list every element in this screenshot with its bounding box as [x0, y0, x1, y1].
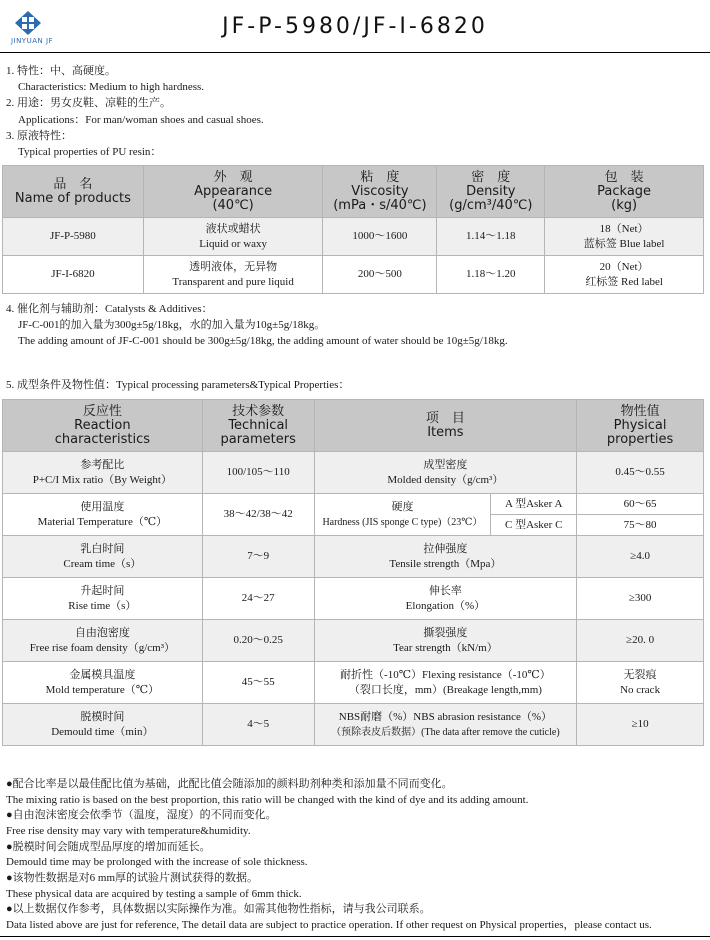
table-row [3, 494, 704, 515]
product-name: JF-I-6820 [3, 256, 144, 294]
item-cn: 硬度 [391, 500, 414, 513]
characteristics-en: Characteristics: Medium to high hardness. [18, 81, 205, 93]
col-header-appearance [143, 166, 323, 218]
table-header-row [3, 166, 704, 218]
footer-divider [0, 936, 710, 937]
note-cn: ●该物性数据是对6 mm厚的试验片测试获得的数据。 [6, 872, 259, 884]
reaction-cell [3, 578, 203, 620]
note-cn: ●自由泡沫密度会依季节（温度，湿度）的不同而变化。 [6, 809, 277, 821]
property-value-en: No crack [620, 683, 661, 696]
header-en: parameters [220, 431, 296, 447]
hardness-type-a: A 型Asker A [491, 494, 577, 515]
item-en: Molded density（g/cm³） [387, 473, 504, 486]
characteristics-cn: 1. 特性：中、高硬度。 [6, 65, 116, 77]
appearance-cell [143, 218, 323, 256]
viscosity-value: 1000～1600 [323, 218, 437, 256]
header-cn: 粘 度 [360, 169, 400, 185]
viscosity-value: 200～500 [323, 256, 437, 294]
col-header-reaction [3, 400, 203, 452]
property-value-cn: 无裂痕 [623, 668, 657, 681]
header-en: Technical [228, 417, 289, 433]
section5-title: 5. 成型条件及物性值：Typical processing parameters&Typical Properties： [6, 379, 350, 391]
reaction-cell [3, 704, 203, 746]
reaction-cn: 升起时间 [80, 584, 125, 597]
item-cell [314, 578, 577, 620]
resin-properties-table [2, 165, 704, 294]
parameter-value: 38～42/38～42 [202, 494, 314, 536]
table-row [3, 256, 704, 294]
reaction-cn: 乳白时间 [80, 542, 125, 555]
reaction-cn: 参考配比 [80, 458, 125, 471]
parameter-value: 7～9 [202, 536, 314, 578]
reaction-en: Material Temperature（℃） [37, 515, 168, 528]
table-header-row [3, 400, 704, 452]
note-en: The mixing ratio is based on the best proportion, this ratio will be changed with the kind of dye and its adding amount. [6, 794, 529, 806]
table-row [3, 536, 704, 578]
reaction-en: Free rise foam density（g/cm³） [29, 641, 176, 654]
reaction-en: Cream time（s） [63, 557, 142, 570]
col-header-density [437, 166, 545, 218]
item-cn: 耐折性（-10℃）Flexing resistance（-10℃） [340, 668, 551, 681]
reaction-cn: 脱模时间 [80, 710, 125, 723]
item-cn: 撕裂强度 [423, 626, 468, 639]
property-value: ≥300 [577, 578, 704, 620]
reaction-cell [3, 452, 203, 494]
reaction-cell [3, 536, 203, 578]
item-cn: 拉伸强度 [423, 542, 468, 555]
reaction-cell [3, 662, 203, 704]
note-cn: ●配合比率是以最佳配比值为基础，此配比值会随添加的颜料助剂种类和添加量不同而变化。 [6, 778, 453, 790]
table-row [3, 620, 704, 662]
property-value: 75～80 [577, 515, 704, 536]
header-cn: 物性值 [620, 403, 660, 419]
item-cell [314, 704, 577, 746]
header-en: Items [427, 424, 464, 440]
catalyst-title: 4. 催化剂与辅助剂：Catalysts & Additives： [6, 303, 213, 315]
package-cell [545, 256, 704, 294]
col-header-parameters [202, 400, 314, 452]
table-row [3, 662, 704, 704]
reaction-cell [3, 494, 203, 536]
applications-en: Applications：For man/woman shoes and casual shoes. [18, 114, 264, 126]
property-value: ≥10 [577, 704, 704, 746]
item-en: （预除表皮后数据）(The data after remove the cuticle) [331, 726, 560, 738]
parameter-value: 24～27 [202, 578, 314, 620]
parameter-value: 0.20～0.25 [202, 620, 314, 662]
col-header-package [545, 166, 704, 218]
note-en: Free rise density may vary with temperature&humidity. [6, 825, 251, 837]
header-en: Name of products [14, 190, 131, 206]
reaction-en: Rise time（s） [68, 599, 137, 612]
product-name: JF-P-5980 [3, 218, 144, 256]
header-en: Appearance [194, 183, 273, 199]
note-en: Demould time may be prolonged with the increase of sole thickness. [6, 856, 308, 868]
catalyst-cn: JF-C-001的加入量为300g±5g/18kg，水的加入量为10g±5g/18kg。 [18, 319, 326, 331]
col-header-properties [577, 400, 704, 452]
item-cn: 伸长率 [428, 584, 462, 597]
item-en: Hardness (JIS sponge C type)（23℃） [322, 516, 483, 528]
header-cn: 品 名 [53, 176, 93, 192]
package-cell [545, 218, 704, 256]
header-cn: 项 目 [425, 410, 465, 426]
resin-props-en: Typical properties of PU resin： [18, 146, 162, 158]
parameter-value: 45～55 [202, 662, 314, 704]
header-cn: 包 装 [604, 169, 644, 185]
package-weight: 18（Net） [599, 222, 649, 235]
parameter-value: 4～5 [202, 704, 314, 746]
header-en: properties [606, 431, 674, 447]
item-en: （裂口长度，mm）(Breakage length,mm) [348, 683, 542, 696]
appearance-cn: 液状或蜡状 [205, 222, 261, 235]
note-en: Data listed above are just for reference, The detail data are subject to practice operation. If other request on Physical properties，please contact us. [6, 919, 652, 931]
table-row [3, 578, 704, 620]
col-header-viscosity [323, 166, 437, 218]
item-cell [314, 452, 577, 494]
reaction-en: Demould time（min） [51, 725, 154, 738]
note-cn: ●以上数据仅作参考，具体数据以实际操作为准。如需其他物性指标，请与我公司联系。 [6, 903, 431, 915]
item-cell [314, 494, 491, 536]
item-cell [314, 536, 577, 578]
logo-text: JINYUAN JF [10, 37, 54, 45]
item-cn: NBS耐磨（%）NBS abrasion resistance（%） [338, 710, 553, 723]
header-en: characteristics [54, 431, 150, 447]
reaction-cn: 使用温度 [80, 500, 125, 513]
density-value: 1.18～1.20 [437, 256, 545, 294]
note-cn: ●脱模时间会随成型品厚度的增加而延长。 [6, 841, 211, 853]
density-value: 1.14～1.18 [437, 218, 545, 256]
reaction-en: Mold temperature（℃） [45, 683, 160, 696]
parameter-value: 100/105～110 [202, 452, 314, 494]
reaction-cn: 金属模具温度 [69, 668, 136, 681]
property-value: ≥4.0 [577, 536, 704, 578]
col-header-name [3, 166, 144, 218]
header-en: Physical [613, 417, 667, 433]
catalyst-en: The adding amount of JF-C-001 should be 300g±5g/18kg, the adding amount of water should be 10g±5g/18kg. [18, 335, 508, 347]
table-row [3, 452, 704, 494]
item-en: Tear strength（kN/m） [393, 641, 498, 654]
header-unit: (kg) [611, 197, 638, 213]
table-row [3, 218, 704, 256]
appearance-cell [143, 256, 323, 294]
appearance-en: Liquid or waxy [199, 237, 268, 250]
property-value: ≥20. 0 [577, 620, 704, 662]
hardness-type-c: C 型Asker C [491, 515, 577, 536]
reaction-cell [3, 620, 203, 662]
item-cn: 成型密度 [423, 458, 468, 471]
package-label: 红标签 Red label [585, 275, 663, 288]
header-en: Density [466, 183, 516, 199]
header-divider [0, 52, 710, 53]
header-cn: 密 度 [471, 169, 511, 185]
header-en: Reaction [74, 417, 131, 433]
item-en: Tensile strength（Mpa） [389, 557, 502, 570]
page-title: JF-P-5980/JF-I-6820 [222, 14, 488, 39]
col-header-items [314, 400, 577, 452]
package-label: 蓝标签 Blue label [583, 237, 665, 250]
resin-props-cn: 3. 原液特性： [6, 130, 72, 142]
table-row [3, 704, 704, 746]
header-unit: (mPa・s/40℃) [333, 197, 427, 213]
applications-cn: 2. 用途：男女皮鞋、凉鞋的生产。 [6, 97, 171, 109]
item-en: Elongation（%） [405, 599, 486, 612]
header-en: Package [597, 183, 652, 199]
item-cell [314, 620, 577, 662]
header-en: Viscosity [351, 183, 409, 199]
reaction-cn: 自由泡密度 [74, 626, 130, 639]
header-cn: 反应性 [82, 403, 122, 419]
reaction-en: P+C/I Mix ratio（By Weight） [32, 473, 172, 486]
header-unit: (g/cm³/40℃) [449, 197, 533, 213]
appearance-en: Transparent and pure liquid [172, 275, 294, 288]
property-value: 0.45～0.55 [577, 452, 704, 494]
header-cn: 外 观 [213, 169, 253, 185]
header-cn: 技术参数 [232, 403, 285, 419]
property-value-cell [577, 662, 704, 704]
item-cell [314, 662, 577, 704]
package-weight: 20（Net） [599, 260, 649, 273]
appearance-cn: 透明液体，无异物 [189, 260, 278, 273]
note-en: These physical data are acquired by testing a sample of 6mm thick. [6, 888, 302, 900]
header-unit: (40℃) [212, 197, 254, 213]
property-value: 60～65 [577, 494, 704, 515]
processing-properties-table [2, 399, 704, 746]
